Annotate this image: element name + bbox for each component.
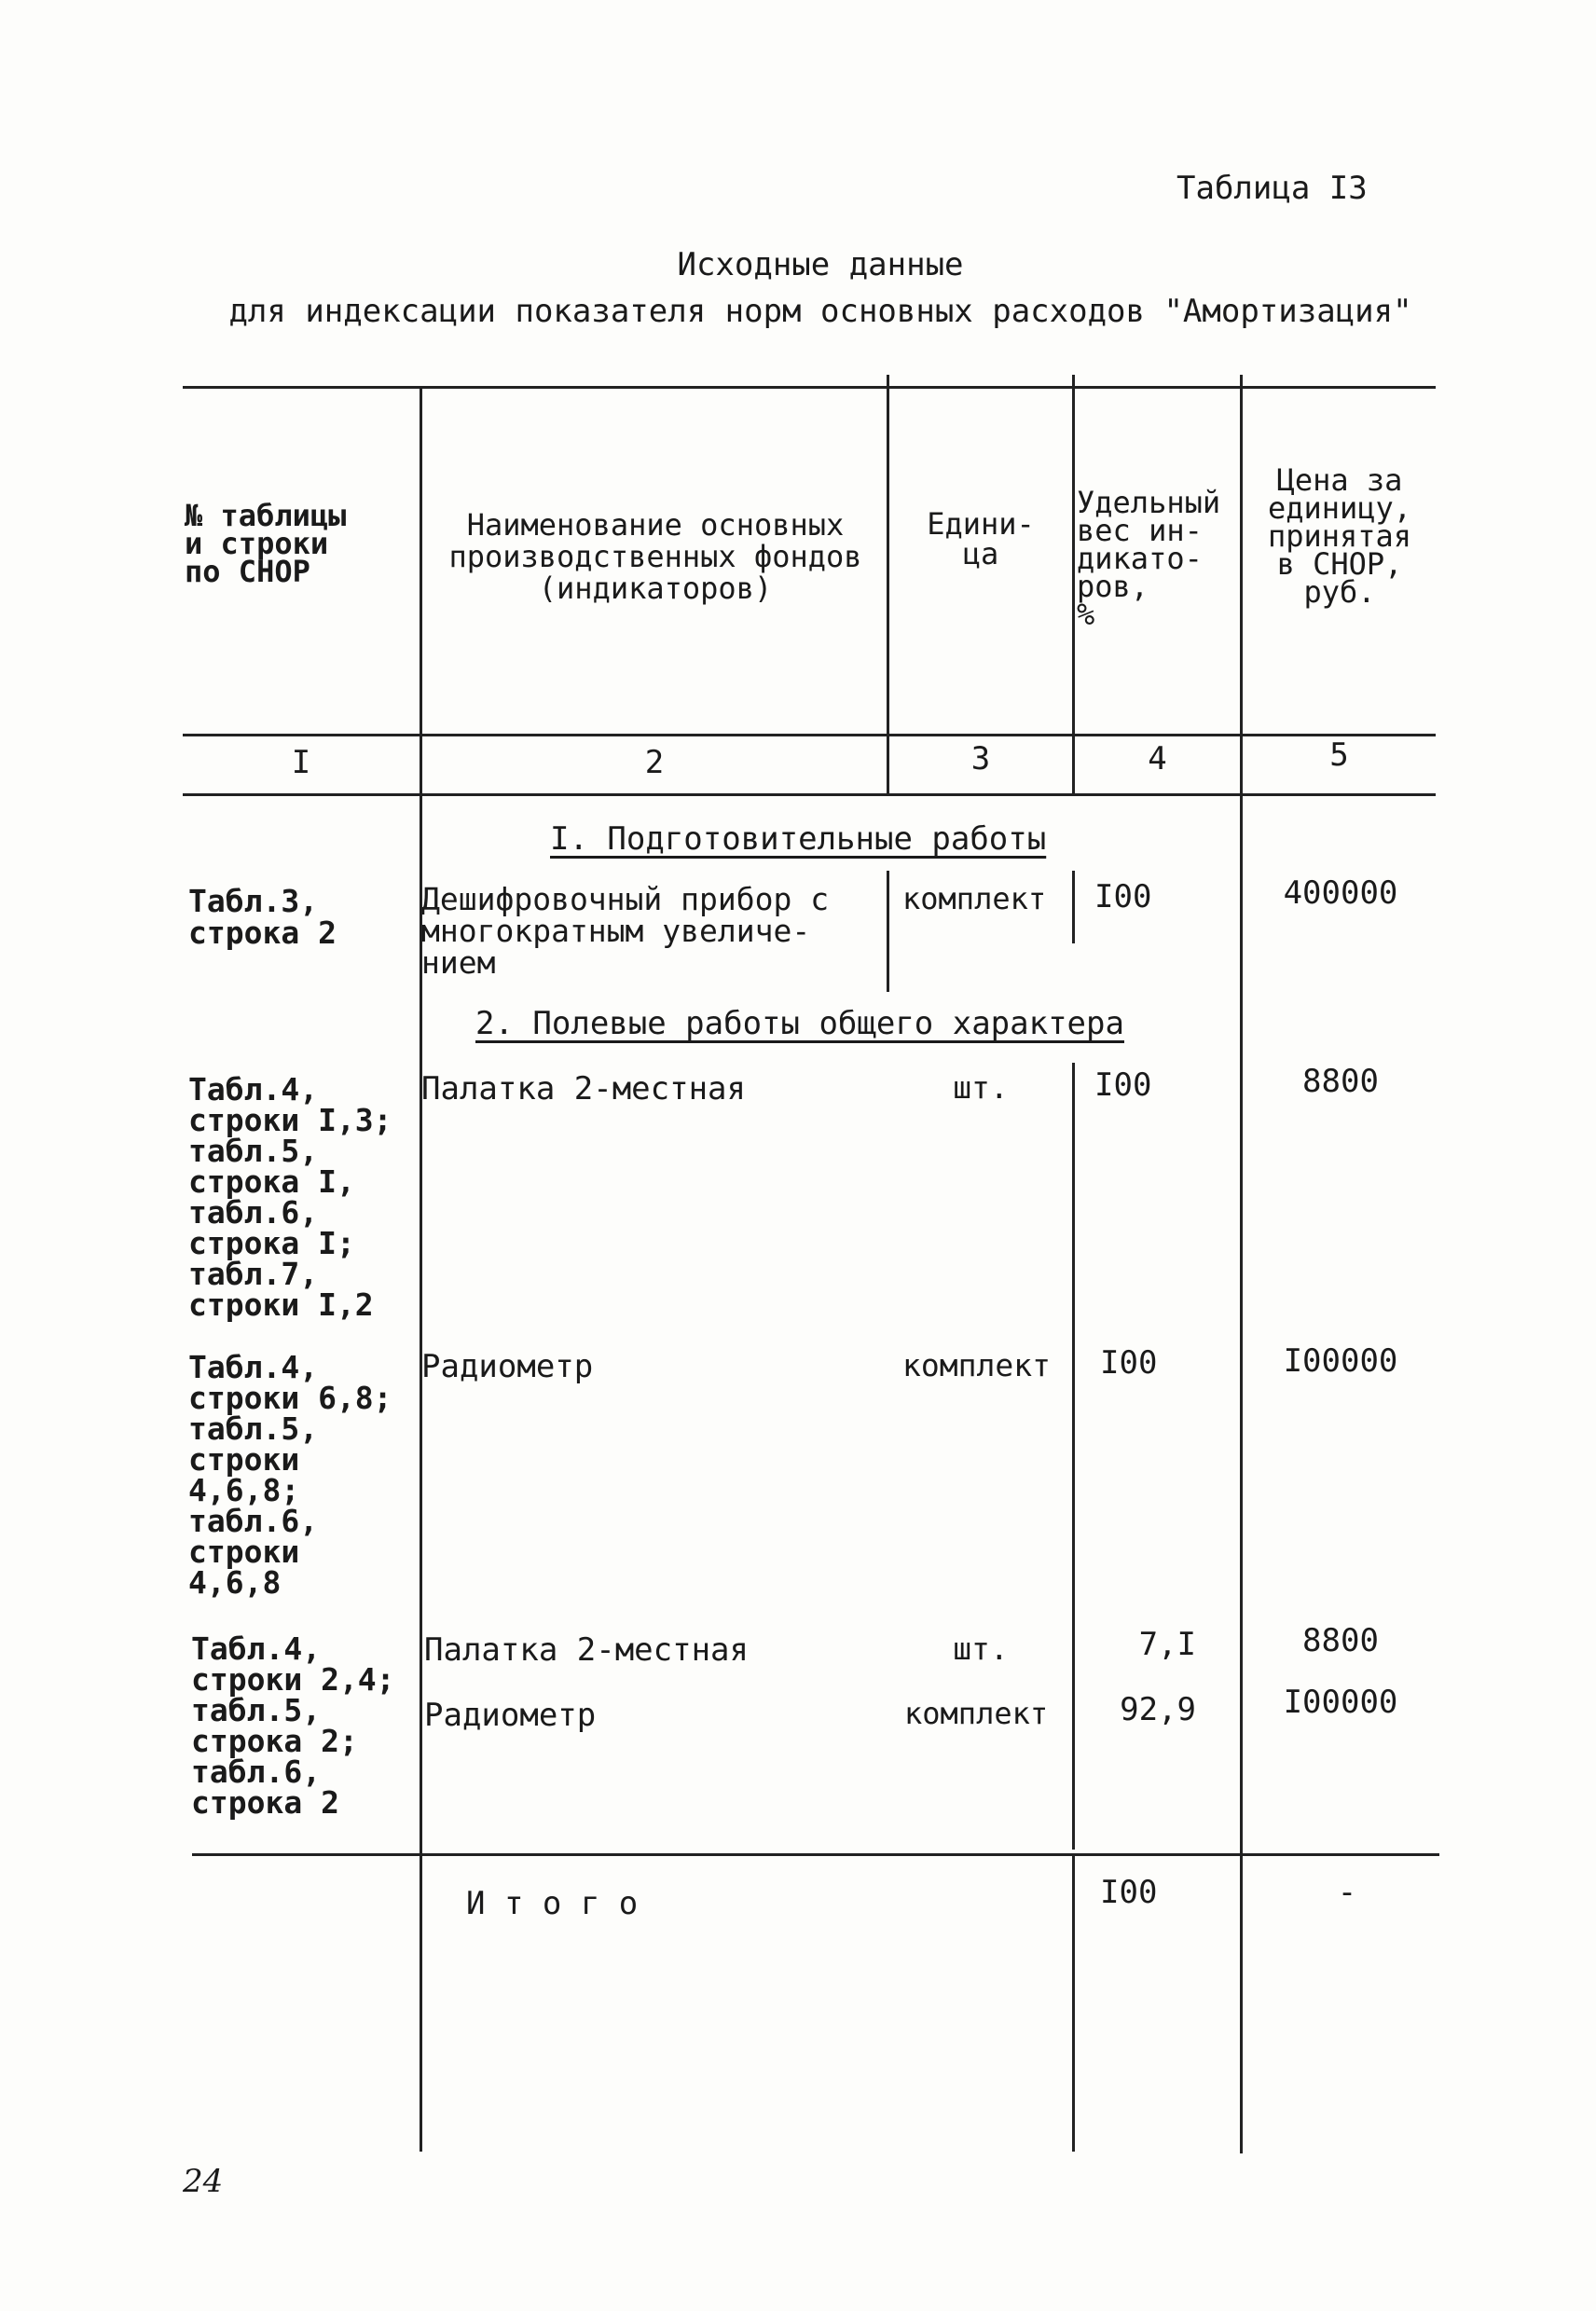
row-ref: Табл.4, строки 2,4; табл.5, строка 2; табл.6, строка 2 bbox=[191, 1630, 395, 1821]
row-item-weight: 7,I bbox=[1138, 1626, 1196, 1663]
row-item-price: 400000 bbox=[1283, 874, 1398, 912]
row-ref: Табл.4, строки I,3; табл.5, строка I, табл.6, строка I; табл.7, строки I,2 bbox=[188, 1071, 392, 1323]
page-number: 24 bbox=[183, 2163, 224, 2200]
section-title: I. Подготовительные работы bbox=[550, 820, 1047, 858]
row-item-unit: шт. bbox=[953, 1069, 1009, 1106]
section-title: 2. Полевые работы общего характера bbox=[475, 1005, 1124, 1042]
table-title: Исходные данные bbox=[677, 246, 964, 283]
header-col2: Наименование основных производственных фондов (индикаторов) bbox=[448, 507, 862, 606]
total-top-rule bbox=[192, 1853, 1439, 1856]
col-number-4: 4 bbox=[1148, 740, 1167, 777]
row-item-weight: I00 bbox=[1094, 1066, 1152, 1104]
row-item-unit: шт. bbox=[953, 1630, 1009, 1667]
row-item-price: I00000 bbox=[1283, 1684, 1398, 1721]
row-item-unit: комплект bbox=[902, 881, 1047, 916]
total-price: - bbox=[1337, 1874, 1357, 1911]
col-number-5: 5 bbox=[1329, 736, 1349, 774]
row-item-price: 8800 bbox=[1302, 1063, 1379, 1100]
row-item-unit: комплект bbox=[904, 1696, 1049, 1731]
total-weight: I00 bbox=[1100, 1874, 1158, 1911]
col-number-2: 2 bbox=[644, 744, 665, 781]
header-col1: № таблицы и строки по СНОР bbox=[185, 498, 347, 589]
col-number-3: 3 bbox=[970, 740, 991, 777]
row-ref: Табл.3, строка 2 bbox=[188, 883, 337, 951]
column-divider-1 bbox=[420, 388, 422, 2152]
table-number-label: Таблица I3 bbox=[1176, 170, 1368, 207]
row-item-name: Радиометр bbox=[424, 1697, 597, 1734]
column-divider-2-header bbox=[887, 375, 889, 794]
column-numbers-rule bbox=[183, 793, 1436, 796]
row-item-name: Дешифровочный прибор с многократным увеличе- нием bbox=[421, 881, 830, 981]
row-item-name: Палатка 2-местная bbox=[424, 1631, 749, 1669]
row-item-price: 8800 bbox=[1302, 1622, 1379, 1659]
row-item-weight: I00 bbox=[1100, 1344, 1158, 1382]
row-ref: Табл.4, строки 6,8; табл.5, строки 4,6,8; табл.6, строки 4,6,8 bbox=[188, 1349, 392, 1601]
header-bottom-rule bbox=[183, 734, 1436, 736]
column-divider-3-seg1 bbox=[1072, 871, 1075, 943]
total-label: И т о г о bbox=[466, 1885, 639, 1922]
row-item-weight: 92,9 bbox=[1120, 1691, 1196, 1728]
column-divider-3-header bbox=[1072, 375, 1075, 794]
row-item-unit: комплект bbox=[902, 1347, 1051, 1383]
column-divider-3-seg2 bbox=[1072, 1063, 1075, 1850]
header-col5: Цена за единицу, принятая в СНОР, руб. bbox=[1267, 462, 1412, 610]
header-col3: Едини- ца bbox=[927, 506, 1035, 571]
column-divider-3-seg3 bbox=[1072, 1855, 1075, 2152]
table-subtitle: для индексации показателя норм основных расходов "Амортизация" bbox=[228, 293, 1412, 330]
col-number-1: I bbox=[291, 744, 311, 781]
header-col4: Удельный вес ин- дикато- ров, % bbox=[1077, 485, 1221, 632]
row-item-weight: I00 bbox=[1094, 878, 1152, 915]
column-divider-2-seg1 bbox=[887, 871, 889, 992]
table-top-rule bbox=[183, 386, 1436, 389]
row-item-name: Радиометр bbox=[421, 1348, 594, 1385]
row-item-price: I00000 bbox=[1283, 1342, 1398, 1380]
row-item-name: Палатка 2-местная bbox=[421, 1070, 746, 1107]
